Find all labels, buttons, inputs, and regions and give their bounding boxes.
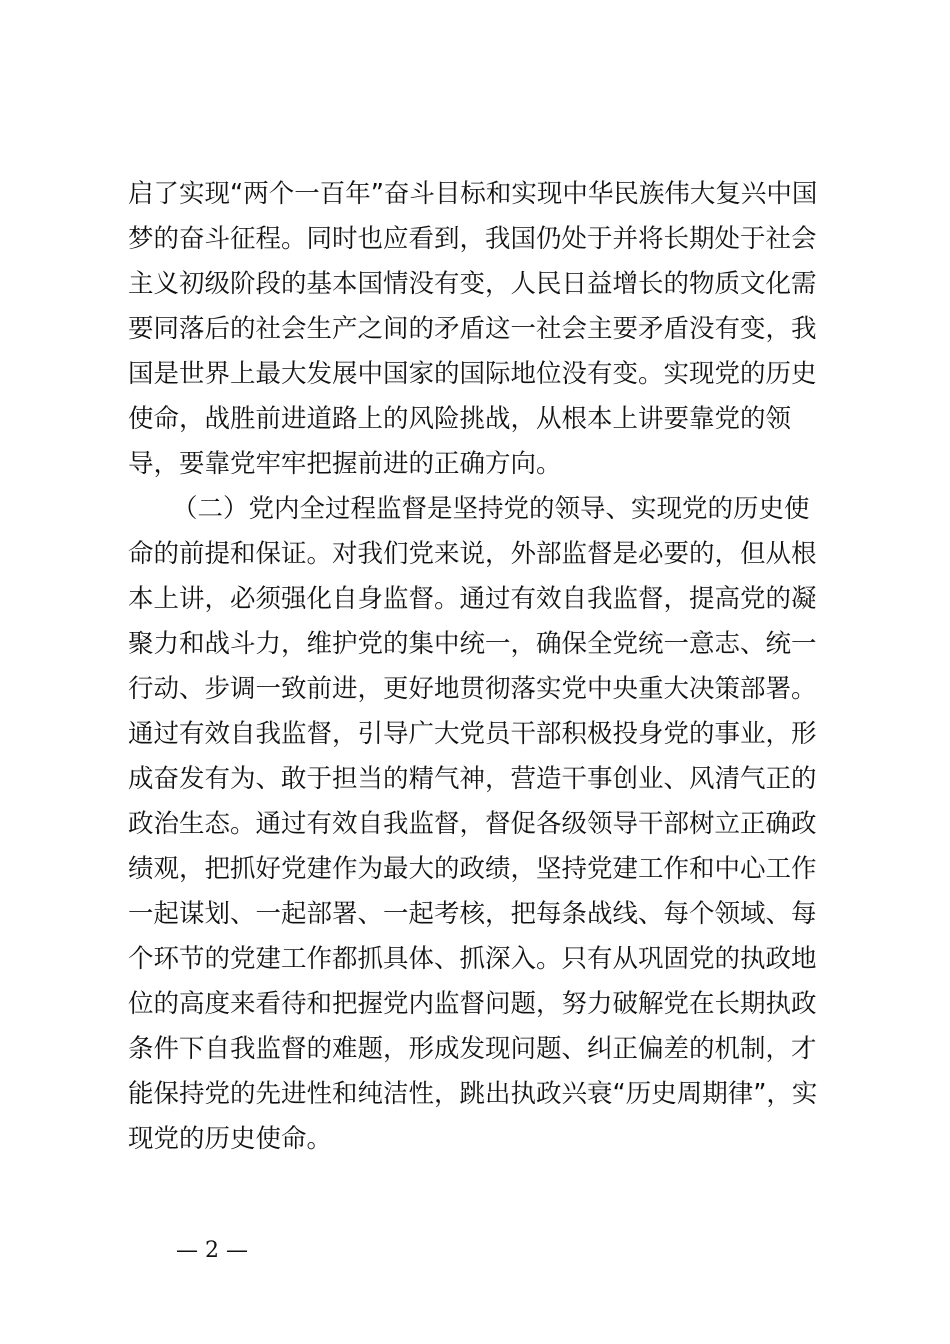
body-text-line: 一起谋划、一起部署、一起考核，把每条战线、每个领域、每	[128, 899, 817, 929]
body-text-line: 命的前提和保证。对我们党来说，外部监督是必要的，但从根	[128, 539, 817, 569]
body-text-line: 主义初级阶段的基本国情没有变，人民日益增长的物质文化需	[128, 269, 817, 299]
body-text-line: 绩观，把抓好党建作为最大的政绩，坚持党建工作和中心工作	[128, 854, 817, 884]
body-text-line: 聚力和战斗力，维护党的集中统一，确保全党统一意志、统一	[128, 629, 817, 659]
body-text-line: 行动、步调一致前进，更好地贯彻落实党中央重大决策部署。	[128, 674, 817, 704]
body-text-line: 个环节的党建工作都抓具体、抓深入。只有从巩固党的执政地	[128, 944, 817, 974]
body-text-line: 梦的奋斗征程。同时也应看到，我国仍处于并将长期处于社会	[128, 224, 817, 254]
body-text-line: 启了实现“两个一百年”奋斗目标和实现中华民族伟大复兴中国	[128, 179, 818, 209]
body-text-line: 要同落后的社会生产之间的矛盾这一社会主要矛盾没有变，我	[128, 314, 817, 344]
body-text-line: 通过有效自我监督，引导广大党员干部积极投身党的事业，形	[128, 719, 817, 749]
body-text-line: 位的高度来看待和把握党内监督问题，努力破解党在长期执政	[128, 989, 817, 1019]
body-text-line: 使命，战胜前进道路上的风险挑战，从根本上讲要靠党的领	[128, 404, 792, 434]
body-text-line: 能保持党的先进性和纯洁性，跳出执政兴衰“历史周期律”，实	[128, 1079, 818, 1109]
body-text-line: 政治生态。通过有效自我监督，督促各级领导干部树立正确政	[128, 809, 817, 839]
body-text-line: 现党的历史使命。	[128, 1124, 333, 1154]
body-text-line: 条件下自我监督的难题，形成发现问题、纠正偏差的机制，才	[128, 1034, 817, 1064]
body-text-line: 导，要靠党牢牢把握前进的正确方向。	[128, 449, 562, 479]
body-text-line: 本上讲，必须强化自身监督。通过有效自我监督，提高党的凝	[128, 584, 817, 614]
page-number: — 2 —	[176, 1238, 248, 1263]
section-heading-line: （二）党内全过程监督是坚持党的领导、实现党的历史使	[172, 494, 810, 524]
body-text-line: 成奋发有为、敢于担当的精气神，营造干事创业、风清气正的	[128, 764, 817, 794]
body-text-line: 国是世界上最大发展中国家的国际地位没有变。实现党的历史	[128, 359, 817, 389]
